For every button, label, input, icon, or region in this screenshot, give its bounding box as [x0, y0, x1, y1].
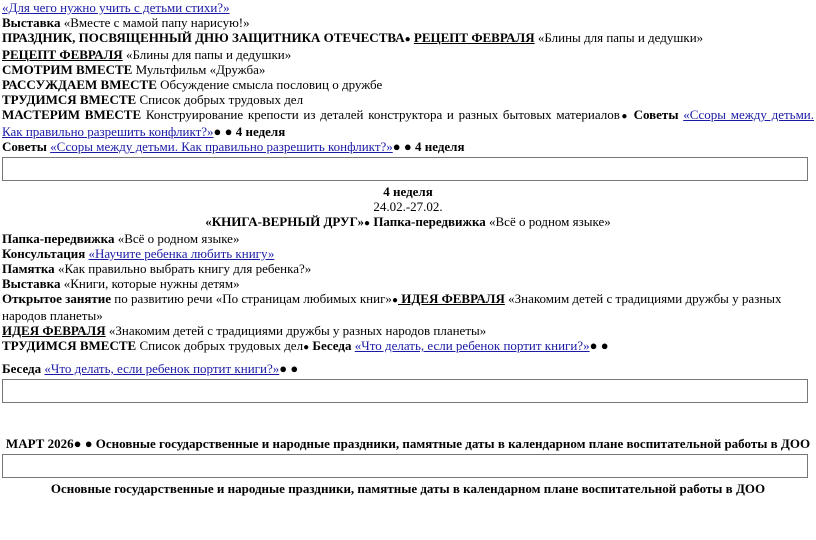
line-poems-link	[2, 0, 814, 15]
line-work	[2, 92, 814, 107]
empty-cell-3	[2, 454, 808, 478]
line-folder	[2, 231, 814, 246]
line-exhibition	[2, 15, 814, 30]
week-theme	[2, 214, 814, 231]
line-memo	[2, 261, 814, 276]
recipe-text: «Блины для папы и дедушки»	[534, 30, 704, 45]
recipe-heading: РЕЦЕПТ ФЕВРАЛЯ	[413, 30, 535, 45]
line-work-2	[2, 338, 814, 355]
week-tail-2: ● ● 4 неделя	[392, 139, 465, 154]
idea-text: «Знакомим детей с традициями дружбы у разных народов планеты»	[2, 291, 782, 323]
tail-bullets-2: ● ●	[279, 361, 299, 376]
label-discuss: РАССУЖДАЕМ ВМЕСТЕ	[2, 77, 157, 92]
label-open-lesson: Открытое занятие	[2, 291, 111, 306]
line-idea	[2, 323, 814, 338]
week-title: 4 неделя	[383, 184, 433, 199]
memo-text: «Как правильно выбрать книгу для ребенка?»	[54, 261, 312, 276]
label-watch: СМОТРИМ ВМЕСТЕ	[2, 62, 133, 77]
label-exhibition: Выставка	[2, 15, 61, 30]
empty-cell-2	[2, 379, 808, 403]
bottom-heading: Основные государственные и народные праздники, памятные даты в календарном плане воспитательной работы в ДОО	[50, 481, 766, 496]
link-love-books[interactable]: «Научите ребенка любить книгу»	[88, 246, 275, 261]
theme-title: «КНИГА-ВЕРНЫЙ ДРУГ»	[205, 214, 365, 229]
idea-text-2: «Знакомим детей с традициями дружбы у разных народов планеты»	[105, 323, 487, 338]
link-books-damage[interactable]: «Что делать, если ребенок портит книги?»	[354, 338, 590, 353]
idea-heading: ИДЕЯ ФЕВРАЛЯ	[397, 291, 505, 306]
exhibition-books-text: «Книги, которые нужны детям»	[60, 276, 240, 291]
recipe-heading-2: РЕЦЕПТ ФЕВРАЛЯ	[2, 47, 123, 62]
line-talk	[2, 361, 814, 376]
label-advice-2: Советы	[2, 139, 47, 154]
folder-text: «Всё о родном языке»	[485, 214, 611, 229]
week-tail: ● ● 4 неделя	[213, 124, 286, 139]
bullet-icon: ●	[404, 34, 411, 45]
label-talk-2: Беседа	[2, 361, 42, 376]
bullet-icon: ●	[303, 342, 310, 353]
bullet-icon: ●	[619, 111, 629, 122]
idea-heading-2: ИДЕЯ ФЕВРАЛЯ	[2, 323, 106, 338]
craft-text: Конструирование крепости из деталей конструктора и разных бытовых материалов	[141, 107, 620, 122]
recipe-text-2: «Блины для папы и дедушки»	[122, 47, 292, 62]
line-consultation	[2, 246, 814, 261]
exhibition-text: «Вместе с мамой папу нарисую!»	[60, 15, 250, 30]
label-craft: МАСТЕРИМ ВМЕСТЕ	[2, 107, 142, 122]
tail-bullets: ● ●	[589, 338, 609, 353]
link-poems[interactable]: «Для чего нужно учить с детьми стихи?»	[2, 0, 230, 15]
bullet-icon: ●	[391, 295, 398, 306]
label-talk: Беседа	[309, 338, 355, 353]
discuss-text: Обсуждение смысла пословиц о дружбе	[156, 77, 383, 92]
week-dates: 24.02.-27.02.	[373, 199, 443, 214]
folder-text-2: «Всё о родном языке»	[114, 231, 240, 246]
line-holiday	[2, 30, 814, 47]
line-discuss	[2, 77, 814, 92]
line-watch	[2, 62, 814, 77]
line-open-lesson	[2, 291, 814, 323]
label-folder: Папка-передвижка	[370, 214, 486, 229]
march-heading: МАРТ 2026● ● Основные государственные и народные праздники, памятные даты в календарном плане воспитательной работы в ДОО	[5, 436, 811, 451]
open-lesson-text: по развитию речи «По страницам любимых книг»	[111, 291, 392, 306]
label-exhibition-2: Выставка	[2, 276, 61, 291]
label-work-2: ТРУДИМСЯ ВМЕСТЕ	[2, 338, 137, 353]
empty-cell	[2, 157, 808, 181]
line-advice	[2, 139, 814, 154]
link-conflicts[interactable]: «Ссоры между детьми. Как правильно разрешить конфликт?»	[2, 107, 815, 139]
label-advice: Советы	[628, 107, 684, 122]
label-folder-2: Папка-передвижка	[2, 231, 115, 246]
label-work: ТРУДИМСЯ ВМЕСТЕ	[2, 92, 137, 107]
line-exhibition-books	[2, 276, 814, 291]
link-books-damage-2[interactable]: «Что делать, если ребенок портит книги?»	[44, 361, 280, 376]
work-text-2: Список добрых трудовых дел	[136, 338, 304, 353]
holiday-title: ПРАЗДНИК, ПОСВЯЩЕННЫЙ ДНЮ ЗАЩИТНИКА ОТЕЧЕСТВА	[2, 30, 405, 45]
line-craft	[2, 107, 814, 139]
bullet-icon: ●	[364, 218, 371, 229]
label-memo: Памятка	[2, 261, 55, 276]
label-consultation: Консультация	[2, 246, 86, 261]
work-text: Список добрых трудовых дел	[136, 92, 304, 107]
link-conflicts-2[interactable]: «Ссоры между детьми. Как правильно разрешить конфликт?»	[50, 139, 393, 154]
watch-text: Мультфильм «Дружба»	[132, 62, 266, 77]
line-recipe	[2, 47, 814, 62]
